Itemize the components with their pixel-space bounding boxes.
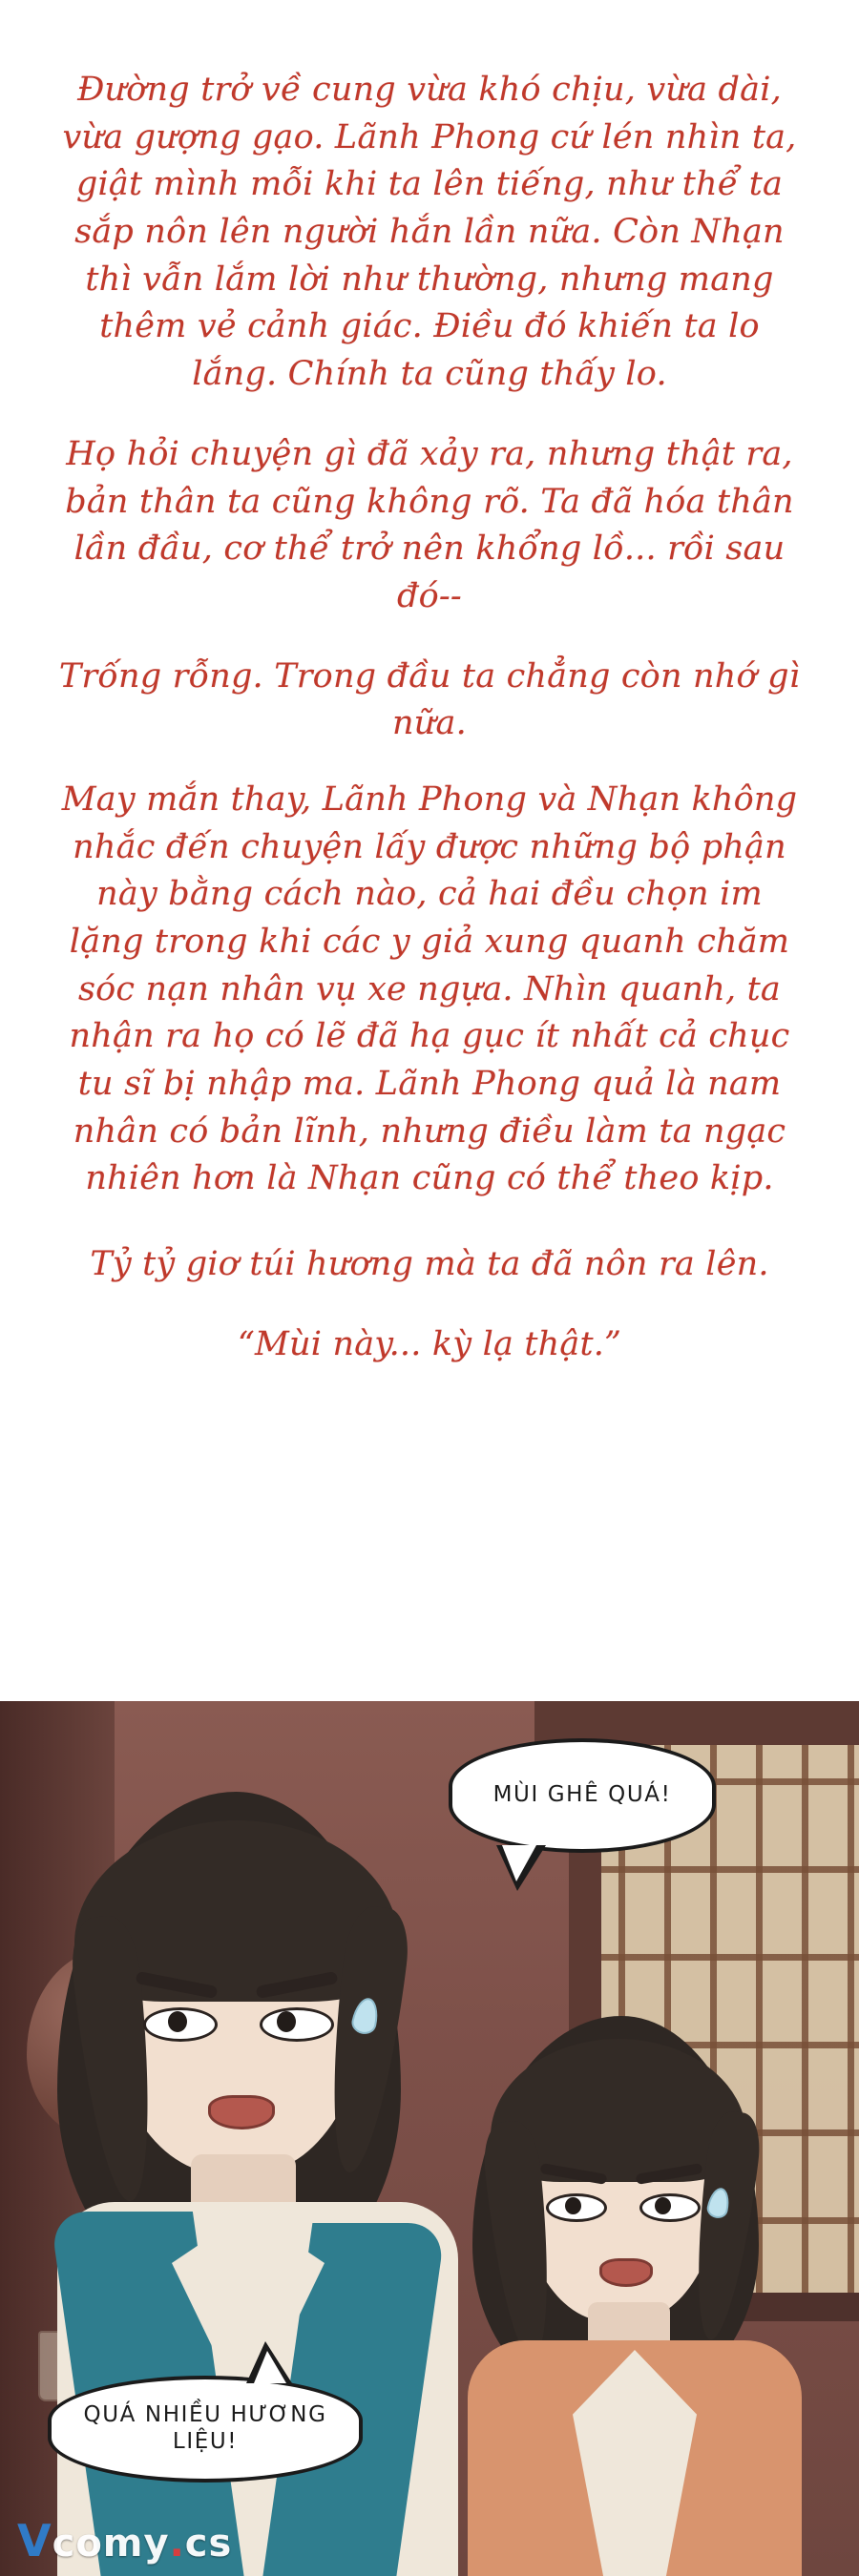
watermark-text-b: cs: [184, 2522, 233, 2566]
watermark-dot: .: [169, 2522, 185, 2566]
speech-bubble-tail-inner: [502, 1845, 536, 1881]
narration-paragraph: May mắn thay, Lãnh Phong và Nhạn không nhắc đến chuyện lấy được những bộ phận này bằng cách nào, cả hai đều chọn im lặng trong khi các y giả xung quanh chăm sóc nạn nhân vụ xe ngựa. Nhìn quanh, ta nhận ra họ có lẽ đã hạ gục ít nhất cả chục tu sĩ bị nhập ma. Lãnh Phong quả là nam nhân có bản lĩnh, nhưng điều làm ta ngạc nhiên hơn là Nhạn cũng có thể theo kịp.: [61, 779, 798, 1198]
watermark-initial: V: [17, 2515, 52, 2566]
narration-paragraph: Họ hỏi chuyện gì đã xảy ra, nhưng thật ra, bản thân ta cũng không rõ. Ta đã hóa thân lần đầu, cơ thể trở nên khổng lồ... rồi sau đó--: [65, 434, 794, 615]
speech-bubble-tail-inner: [254, 2351, 286, 2383]
pupil-right: [655, 2197, 671, 2214]
watermark-text-a: comy: [52, 2522, 170, 2566]
speech-bubble-top: [449, 1738, 716, 1853]
narration-paragraph: Tỷ tỷ giơ túi hương mà ta đã nôn ra lên.: [90, 1245, 769, 1284]
narration-paragraph: Đường trở về cung vừa khó chịu, vừa dài, vừa gượng gạo. Lãnh Phong cứ lén nhìn ta, giật mình mỗi khi ta lên tiếng, như thể ta sắp nôn lên người hắn lần nữa. Còn Nhạn thì vẫn lắm lời như thường, nhưng mang thêm vẻ cảnh giác. Điều đó khiến ta lo lắng. Chính ta cũng thấy lo.: [62, 71, 797, 394]
character-right: [458, 2016, 811, 2576]
speech-bubble-bottom: [48, 2376, 363, 2483]
pupil-right: [277, 2011, 296, 2032]
speech-bubble-text: MÙI GHÊ QUÁ!: [492, 1782, 672, 1808]
narration-paragraph: “Mùi này... kỳ lạ thật.”: [237, 1324, 622, 1363]
mouth: [599, 2258, 653, 2287]
watermark: [17, 2515, 232, 2566]
mouth: [208, 2095, 275, 2129]
speech-bubble-text: QUÁ NHIỀU HƯƠNG LIỆU!: [83, 2402, 327, 2454]
narration-paragraph: Trống rỗng. Trong đầu ta chẳng còn nhớ gì nữa.: [58, 656, 801, 743]
eye-right: [260, 2007, 334, 2042]
pupil-left: [565, 2197, 581, 2214]
pupil-left: [168, 2011, 187, 2032]
